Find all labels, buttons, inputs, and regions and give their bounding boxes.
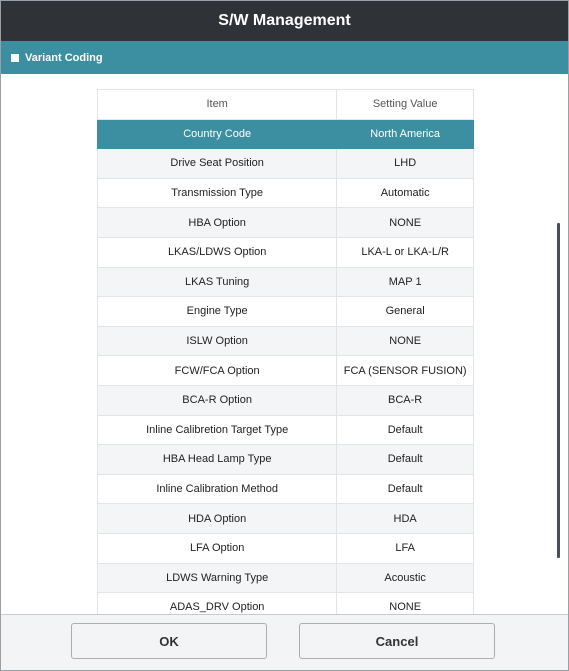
table-row[interactable] xyxy=(98,149,474,179)
row-setting-value[interactable]: BCA-R xyxy=(337,385,474,415)
table-row[interactable] xyxy=(98,563,474,593)
row-setting-value[interactable]: North America xyxy=(337,119,474,149)
table-row[interactable] xyxy=(98,178,474,208)
table-row[interactable] xyxy=(98,326,474,356)
coding-list-area[interactable] xyxy=(1,74,568,614)
row-item-name: HBA Option xyxy=(98,208,337,238)
row-setting-value[interactable]: NONE xyxy=(337,593,474,614)
scrollbar-thumb[interactable] xyxy=(557,223,560,558)
table-row[interactable] xyxy=(98,297,474,327)
row-item-name: Engine Type xyxy=(98,297,337,327)
row-item-name: LFA Option xyxy=(98,533,337,563)
square-bullet-icon xyxy=(11,54,19,62)
dialog-title: S/W Management xyxy=(1,1,568,41)
row-item-name: LKAS/LDWS Option xyxy=(98,237,337,267)
row-item-name: Country Code xyxy=(98,119,337,149)
section-title: Variant Coding xyxy=(25,51,103,64)
ok-button[interactable]: OK xyxy=(71,623,267,659)
row-setting-value[interactable]: Default xyxy=(337,445,474,475)
row-item-name: Inline Calibretion Target Type xyxy=(98,415,337,445)
table-row[interactable] xyxy=(98,385,474,415)
row-item-name: HDA Option xyxy=(98,504,337,534)
row-item-name: ISLW Option xyxy=(98,326,337,356)
row-setting-value[interactable]: HDA xyxy=(337,504,474,534)
row-setting-value[interactable]: LKA-L or LKA-L/R xyxy=(337,237,474,267)
table-row[interactable] xyxy=(98,267,474,297)
table-row[interactable] xyxy=(98,593,474,614)
row-item-name: HBA Head Lamp Type xyxy=(98,445,337,475)
row-setting-value[interactable]: Automatic xyxy=(337,178,474,208)
row-setting-value[interactable]: NONE xyxy=(337,208,474,238)
table-row[interactable] xyxy=(98,504,474,534)
table-row[interactable] xyxy=(98,119,474,149)
cancel-button[interactable]: Cancel xyxy=(299,623,495,659)
column-header-setting-value: Setting Value xyxy=(337,90,474,120)
row-item-name: LDWS Warning Type xyxy=(98,563,337,593)
section-header xyxy=(1,41,568,74)
table-row[interactable] xyxy=(98,445,474,475)
button-bar xyxy=(1,614,568,670)
row-item-name: Drive Seat Position xyxy=(98,149,337,179)
table-row[interactable] xyxy=(98,237,474,267)
column-header-item: Item xyxy=(98,90,337,120)
row-setting-value[interactable]: MAP 1 xyxy=(337,267,474,297)
row-setting-value[interactable]: FCA (SENSOR FUSION) xyxy=(337,356,474,386)
table-row[interactable] xyxy=(98,415,474,445)
table-row[interactable] xyxy=(98,356,474,386)
row-setting-value[interactable]: Acoustic xyxy=(337,563,474,593)
row-setting-value[interactable]: Default xyxy=(337,474,474,504)
variant-coding-table xyxy=(97,89,474,614)
row-item-name: FCW/FCA Option xyxy=(98,356,337,386)
row-setting-value[interactable]: Default xyxy=(337,415,474,445)
row-item-name: Transmission Type xyxy=(98,178,337,208)
table-row[interactable] xyxy=(98,208,474,238)
row-item-name: ADAS_DRV Option xyxy=(98,593,337,614)
row-setting-value[interactable]: NONE xyxy=(337,326,474,356)
row-item-name: Inline Calibration Method xyxy=(98,474,337,504)
row-item-name: BCA-R Option xyxy=(98,385,337,415)
table-row[interactable] xyxy=(98,474,474,504)
table-header-row xyxy=(98,90,474,120)
row-item-name: LKAS Tuning xyxy=(98,267,337,297)
row-setting-value[interactable]: LHD xyxy=(337,149,474,179)
table-row[interactable] xyxy=(98,533,474,563)
row-setting-value[interactable]: General xyxy=(337,297,474,327)
row-setting-value[interactable]: LFA xyxy=(337,533,474,563)
